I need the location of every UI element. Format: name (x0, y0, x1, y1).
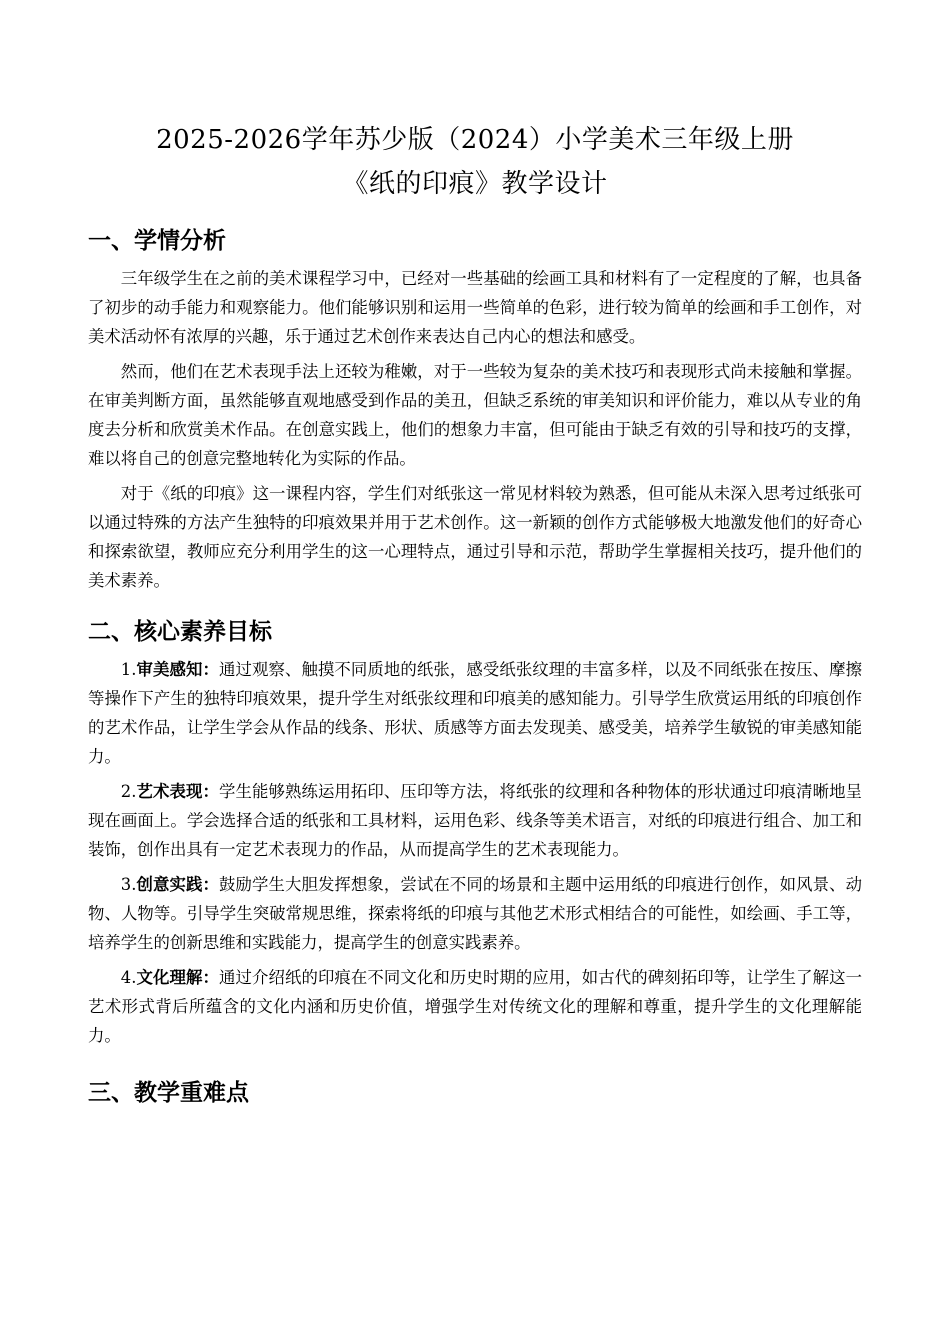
paragraph: 对于《纸的印痕》这一课程内容，学生们对纸张这一常见材料较为熟悉，但可能从未深入思考过纸张可以通过特殊的方法产生独特的印痕效果并用于艺术创作。这一新颖的创作方式能够极大地激发他们的好奇心和探索欲望，教师应充分利用学生的这一心理特点，通过引导和示范，帮助学生掌握相关技巧，提升他们的美术素养。 (88, 484, 862, 590)
goal-number: 2. (120, 782, 137, 801)
section-heading-core-goals: 二、核心素养目标 (88, 619, 272, 645)
goal-item-creativity (88, 870, 862, 957)
goal-number: 1. (120, 660, 137, 679)
goal-label: 文化理解： (136, 968, 219, 987)
document-title (88, 118, 862, 206)
paragraph: 三年级学生在之前的美术课程学习中，已经对一些基础的绘画工具和材料有了一定程度的了解，也具备了初步的动手能力和观察能力。他们能够识别和运用一些简单的色彩，进行较为简单的绘画和手工创作，对美术活动怀有浓厚的兴趣，乐于通过艺术创作来表达自己内心的想法和感受。 (88, 269, 862, 346)
section-heading-key-difficulties: 三、教学重难点 (88, 1080, 249, 1106)
goal-item-aesthetic (88, 655, 862, 771)
document-page (88, 118, 862, 1110)
goal-number: 4. (120, 968, 137, 987)
goal-number: 3. (120, 875, 137, 894)
title-line-1: 2025-2026学年苏少版（2024）小学美术三年级上册 (156, 125, 794, 155)
goal-text: 通过介绍纸的印痕在不同文化和历史时期的应用，如古代的碑刻拓印等，让学生了解这一艺术形式背后所蕴含的文化内涵和历史价值，增强学生对传统文化的理解和尊重，提升学生的文化理解能力。 (88, 968, 863, 1045)
goal-item-culture (88, 963, 862, 1050)
section-heading-learning-analysis: 一、学情分析 (88, 228, 226, 254)
goal-item-expression (88, 777, 862, 864)
goal-label: 创意实践： (136, 875, 219, 894)
goal-label: 艺术表现： (136, 782, 219, 801)
goal-text: 学生能够熟练运用拓印、压印等方法，将纸张的纹理和各种物体的形状通过印痕清晰地呈现在画面上。学会选择合适的纸张和工具材料，运用色彩、线条等美术语言，对纸的印痕进行组合、加工和装饰，创作出具有一定艺术表现力的作品，从而提高学生的艺术表现能力。 (88, 782, 863, 859)
paragraph: 然而，他们在艺术表现手法上还较为稚嫩，对于一些较为复杂的美术技巧和表现形式尚未接触和掌握。在审美判断方面，虽然能够直观地感受到作品的美丑，但缺乏系统的审美知识和评价能力，难以从专业的角度去分析和欣赏美术作品。在创意实践上，他们的想象力丰富，但可能由于缺乏有效的引导和技巧的支撑，难以将自己的创意完整地转化为实际的作品。 (88, 362, 862, 468)
goal-text: 鼓励学生大胆发挥想象，尝试在不同的场景和主题中运用纸的印痕进行创作，如风景、动物、人物等。引导学生突破常规思维，探索将纸的印痕与其他艺术形式相结合的可能性，如绘画、手工等，培养学生的创新思维和实践能力，提高学生的创意实践素养。 (88, 875, 863, 952)
goal-label: 审美感知： (136, 660, 219, 679)
title-line-2: 《纸的印痕》教学设计 (342, 169, 608, 199)
goal-text: 通过观察、触摸不同质地的纸张，感受纸张纹理的丰富多样，以及不同纸张在按压、摩擦等操作下产生的独特印痕效果，提升学生对纸张纹理和印痕美的感知能力。引导学生欣赏运用纸的印痕创作的艺术作品，让学生学会从作品的线条、形状、质感等方面去发现美、感受美，培养学生敏锐的审美感知能力。 (88, 660, 863, 766)
